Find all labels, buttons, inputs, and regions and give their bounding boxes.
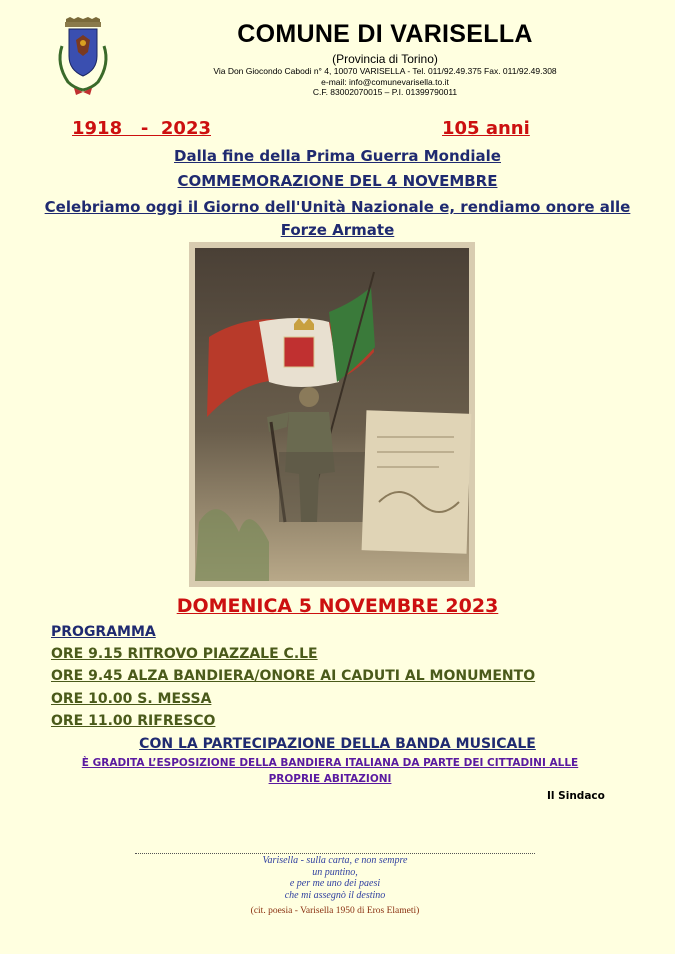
municipality-title: COMUNE DI VARISELLA	[237, 20, 533, 48]
vintage-postcard-image	[189, 242, 475, 587]
flag-display-note: È GRADITA L’ESPOSIZIONE DELLA BANDIERA ITALIANA DA PARTE DEI CITTADINI ALLE PROPRIE ABITAZIONI	[81, 757, 579, 785]
band-participation: CON LA PARTECIPAZIONE DELLA BANDA MUSICALE	[139, 736, 536, 752]
program-heading: PROGRAMMA	[51, 624, 156, 640]
event-date: DOMENICA 5 NOVEMBRE 2023	[176, 595, 499, 617]
email-line: e-mail: info@comunevarisella.to.it	[321, 76, 449, 87]
poem-line: e per me uno dei paesi	[289, 878, 381, 889]
years-range: 1918 - 2023	[72, 118, 211, 139]
intro-line-1: Dalla fine della Prima Guerra Mondiale	[174, 147, 501, 165]
address-line: Via Don Giocondo Cabodi n° 4, 10070 VARISELLA - Tel. 011/92.49.375 Fax. 011/92.49.308	[213, 66, 557, 76]
poem-block	[135, 855, 535, 901]
intro-line-3: Celebriamo oggi il Giorno dell'Unità Nazionale e, rendiamo onore alle Forze Armate	[44, 198, 631, 239]
municipal-crest-icon	[52, 16, 114, 96]
poem-line: un puntino,	[312, 866, 358, 878]
poem-line: che mi assegnò il destino	[284, 889, 386, 901]
poem-line: Varisella - sulla carta, e non sempre	[262, 855, 408, 866]
program-item-3: ORE 10.00 S. MESSA	[51, 691, 212, 707]
mayor-signature: Il Sindaco	[547, 790, 605, 802]
anniversary-count: 105 anni	[442, 118, 530, 139]
program-item-1: ORE 9.15 RITROVO PIAZZALE C.LE	[51, 646, 318, 662]
footer-divider	[135, 853, 535, 854]
fiscal-line: C.F. 83002070015 – P.I. 01399790011	[312, 87, 458, 97]
intro-line-2: COMMEMORAZIONE DEL 4 NOVEMBRE	[177, 172, 498, 190]
program-item-4: ORE 11.00 RIFRESCO	[51, 713, 216, 729]
program-item-2: ORE 9.45 ALZA BANDIERA/ONORE AI CADUTI AL MONUMENTO	[51, 668, 536, 684]
poem-citation: (cit. poesia - Varisella 1950 di Eros Elameti)	[250, 906, 420, 916]
contact-block	[150, 66, 620, 98]
province-line: (Provincia di Torino)	[332, 52, 438, 66]
